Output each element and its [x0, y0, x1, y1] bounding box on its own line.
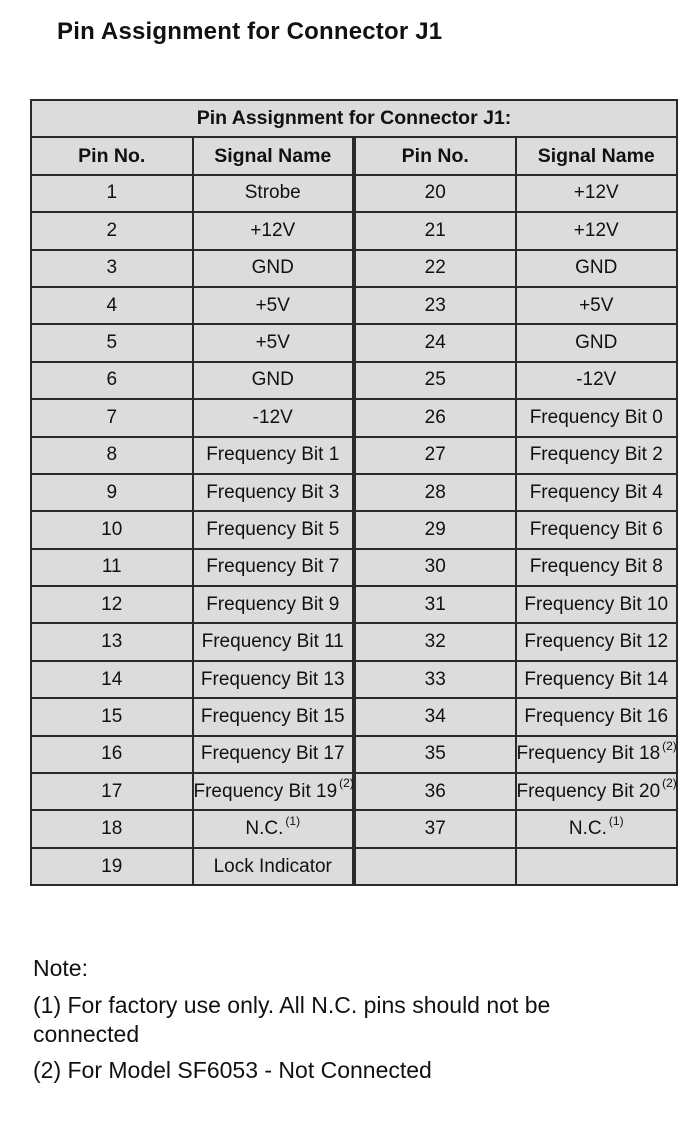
- signal-name-cell: [516, 212, 678, 249]
- signal-name-text: Frequency Bit 19: [193, 780, 338, 802]
- signal-name-cell: [193, 549, 355, 586]
- pin-number-cell: [31, 511, 193, 548]
- table-row: [31, 698, 677, 735]
- table-row: [31, 250, 677, 287]
- table-row: [31, 810, 677, 847]
- signal-name-cell: [193, 586, 355, 623]
- footnote-marker: (2): [339, 776, 354, 791]
- pin-number-text: 12: [101, 593, 123, 615]
- notes-section: [33, 954, 553, 1085]
- signal-name-cell: [516, 511, 678, 548]
- header-pin-no: Pin No.: [31, 137, 193, 174]
- page-title: Pin Assignment for Connector J1: [57, 18, 443, 45]
- pin-number-text: 6: [106, 369, 118, 391]
- pin-number-text: 13: [101, 631, 123, 653]
- table-row: [31, 623, 677, 660]
- pin-number-text: 4: [106, 294, 118, 316]
- pin-number-cell: [354, 212, 516, 249]
- pin-number-text: 30: [424, 556, 446, 578]
- pin-number-cell: [354, 586, 516, 623]
- pin-number-cell: [354, 736, 516, 773]
- pin-number-text: 19: [101, 855, 123, 877]
- signal-name-cell: [193, 698, 355, 735]
- pin-number-text: 9: [106, 481, 118, 503]
- pin-number-cell: [31, 623, 193, 660]
- table-row: [31, 287, 677, 324]
- header-pin-no: Pin No.: [354, 137, 516, 174]
- pin-number-text: 14: [101, 668, 123, 690]
- pin-number-text: 37: [424, 818, 446, 840]
- table-row: [31, 848, 677, 885]
- pin-number-cell: [31, 586, 193, 623]
- signal-name-text: +5V: [579, 294, 614, 316]
- pin-number-text: 23: [424, 294, 446, 316]
- table-row: [31, 362, 677, 399]
- signal-name-text: Frequency Bit 10: [524, 593, 669, 615]
- pin-number-cell: [354, 250, 516, 287]
- signal-name-cell: [193, 437, 355, 474]
- table-row: [31, 773, 677, 810]
- signal-name-cell: [516, 362, 678, 399]
- pin-number-cell: [31, 212, 193, 249]
- signal-name-cell: [516, 399, 678, 436]
- pin-number-cell: [31, 287, 193, 324]
- signal-name-cell: [193, 175, 355, 212]
- pin-number-text: 28: [424, 481, 446, 503]
- signal-name-text: N.C.: [245, 818, 284, 840]
- pin-number-text: 32: [424, 631, 446, 653]
- signal-name-cell: [193, 623, 355, 660]
- header-signal-name: Signal Name: [516, 137, 678, 174]
- signal-name-cell: [516, 773, 678, 810]
- signal-name-cell: [516, 474, 678, 511]
- signal-name-cell: [193, 661, 355, 698]
- pin-number-text: 21: [424, 219, 446, 241]
- signal-name-text: Frequency Bit 14: [524, 668, 669, 690]
- signal-name-cell: [193, 362, 355, 399]
- signal-name-text: Strobe: [244, 182, 301, 204]
- signal-name-text: Frequency Bit 2: [529, 444, 663, 466]
- footnote-marker: (2): [662, 739, 677, 753]
- pin-number-cell: [354, 511, 516, 548]
- note-heading: Note:: [33, 955, 88, 981]
- signal-name-cell: [516, 175, 678, 212]
- table-row: [31, 549, 677, 586]
- signal-name-text: Frequency Bit 4: [529, 481, 663, 503]
- table-row: [31, 175, 677, 212]
- signal-name-text: Frequency Bit 15: [200, 705, 345, 727]
- pin-number-text: 26: [424, 406, 446, 428]
- pin-number-text: 1: [106, 182, 118, 204]
- footnote-marker: (2): [662, 776, 677, 791]
- signal-name-text: -12V: [576, 369, 617, 391]
- signal-name-text: +12V: [250, 219, 296, 241]
- table-row: [31, 661, 677, 698]
- signal-name-text: Frequency Bit 8: [529, 556, 663, 578]
- pin-number-cell: [31, 736, 193, 773]
- pin-number-cell: [31, 848, 193, 885]
- pin-number-text: 7: [106, 406, 118, 428]
- pin-number-cell: [354, 362, 516, 399]
- signal-name-cell: [193, 773, 355, 810]
- table-row: [31, 736, 677, 773]
- pin-number-cell: [31, 399, 193, 436]
- signal-name-cell: [193, 474, 355, 511]
- signal-name-text: Frequency Bit 16: [524, 705, 669, 727]
- signal-name-text: +5V: [255, 332, 290, 354]
- pin-number-cell: [31, 437, 193, 474]
- signal-name-cell: [516, 437, 678, 474]
- signal-name-text: Frequency Bit 0: [529, 406, 663, 428]
- pin-number-cell: [354, 661, 516, 698]
- pin-number-cell: [354, 287, 516, 324]
- signal-name-cell: [193, 810, 355, 847]
- signal-name-cell: [193, 250, 355, 287]
- pin-number-cell: [31, 474, 193, 511]
- signal-name-cell: [516, 661, 678, 698]
- table-row: [31, 437, 677, 474]
- pin-number-text: 31: [424, 593, 446, 615]
- signal-name-text: +12V: [573, 219, 619, 241]
- signal-name-text: Lock Indicator: [213, 855, 332, 877]
- signal-name-text: Frequency Bit 9: [206, 593, 340, 615]
- signal-name-cell: [193, 511, 355, 548]
- note-1: (1) For factory use only. All N.C. pins should not be connected: [33, 991, 551, 1047]
- table-row: [31, 212, 677, 249]
- signal-name-text: +5V: [255, 294, 290, 316]
- signal-name-text: Frequency Bit 20: [516, 780, 661, 802]
- pin-number-text: 33: [424, 668, 446, 690]
- signal-name-cell: [193, 287, 355, 324]
- signal-name-text: Frequency Bit 17: [200, 743, 345, 765]
- pin-number-text: 20: [424, 182, 446, 204]
- table-row: [31, 324, 677, 361]
- signal-name-cell: [516, 287, 678, 324]
- table-row: [31, 399, 677, 436]
- signal-name-text: Frequency Bit 5: [206, 518, 340, 540]
- pin-number-text: 35: [424, 743, 446, 765]
- pin-number-cell: [31, 250, 193, 287]
- signal-name-cell: [516, 698, 678, 735]
- pin-number-cell: [31, 175, 193, 212]
- pin-number-text: 22: [424, 257, 446, 279]
- signal-name-text: GND: [575, 257, 618, 279]
- signal-name-text: GND: [251, 369, 294, 391]
- signal-name-cell: [516, 324, 678, 361]
- pin-number-text: 27: [424, 444, 446, 466]
- signal-name-text: -12V: [252, 406, 293, 428]
- signal-name-text: +12V: [573, 182, 619, 204]
- pin-number-text: 10: [101, 518, 123, 540]
- table-row: [31, 474, 677, 511]
- pin-number-text: 36: [424, 780, 446, 802]
- pin-number-text: 16: [101, 743, 123, 765]
- pin-number-text: 3: [106, 257, 118, 279]
- pin-number-cell: [354, 399, 516, 436]
- signal-name-text: Frequency Bit 12: [524, 631, 669, 653]
- pin-number-cell: [31, 324, 193, 361]
- pin-number-text: 18: [101, 818, 123, 840]
- pin-number-cell: [31, 362, 193, 399]
- pin-assignment-table: [30, 99, 678, 886]
- signal-name-text: Frequency Bit 3: [206, 481, 340, 503]
- pin-number-text: 24: [424, 332, 446, 354]
- pin-number-text: 5: [106, 332, 118, 354]
- signal-name-text: N.C.: [568, 818, 607, 840]
- pin-number-text: 2: [106, 219, 118, 241]
- header-signal-name: Signal Name: [193, 137, 355, 174]
- footnote-marker: (1): [608, 813, 624, 828]
- table-row: [31, 586, 677, 623]
- pin-number-text: 34: [424, 705, 446, 727]
- table-caption-row: [31, 100, 677, 137]
- pin-number-cell: [354, 437, 516, 474]
- pin-number-cell: [354, 698, 516, 735]
- pin-number-text: 29: [424, 518, 446, 540]
- pin-number-cell: [31, 661, 193, 698]
- signal-name-cell: [516, 848, 678, 885]
- signal-name-cell: [193, 212, 355, 249]
- table-header-row: [31, 137, 677, 174]
- pin-number-text: 25: [424, 369, 446, 391]
- signal-name-cell: [193, 848, 355, 885]
- pin-number-cell: [31, 773, 193, 810]
- pin-number-text: 11: [101, 556, 122, 578]
- signal-name-text: GND: [251, 257, 294, 279]
- signal-name-cell: [516, 250, 678, 287]
- signal-name-cell: [193, 324, 355, 361]
- signal-name-text: Frequency Bit 18: [516, 743, 661, 765]
- signal-name-text: Frequency Bit 1: [206, 444, 340, 466]
- signal-name-text: Frequency Bit 13: [200, 668, 345, 690]
- table-caption: Pin Assignment for Connector J1:: [31, 100, 677, 137]
- pin-number-cell: [31, 698, 193, 735]
- signal-name-cell: [516, 549, 678, 586]
- note-2: (2) For Model SF6053 - Not Connected: [33, 1057, 432, 1084]
- signal-name-cell: [516, 736, 678, 773]
- pin-number-text: 15: [101, 705, 123, 727]
- pin-number-cell: [354, 848, 516, 885]
- signal-name-text: Frequency Bit 6: [529, 518, 663, 540]
- signal-name-cell: [516, 810, 678, 847]
- signal-name-text: GND: [575, 332, 618, 354]
- signal-name-text: Frequency Bit 11: [201, 631, 344, 653]
- table-row: [31, 511, 677, 548]
- signal-name-cell: [516, 623, 678, 660]
- signal-name-cell: [516, 586, 678, 623]
- pin-number-cell: [31, 549, 193, 586]
- signal-name-cell: [193, 399, 355, 436]
- signal-name-cell: [193, 736, 355, 773]
- pin-number-cell: [354, 810, 516, 847]
- pin-number-cell: [354, 324, 516, 361]
- pin-number-cell: [354, 549, 516, 586]
- pin-number-text: 8: [106, 444, 118, 466]
- table-body: [31, 175, 677, 885]
- pin-number-text: 17: [101, 780, 123, 802]
- pin-number-cell: [354, 175, 516, 212]
- pin-number-cell: [354, 773, 516, 810]
- signal-name-text: Frequency Bit 7: [206, 556, 340, 578]
- footnote-marker: (1): [285, 813, 301, 828]
- pin-number-cell: [354, 623, 516, 660]
- pin-number-cell: [354, 474, 516, 511]
- pin-number-cell: [31, 810, 193, 847]
